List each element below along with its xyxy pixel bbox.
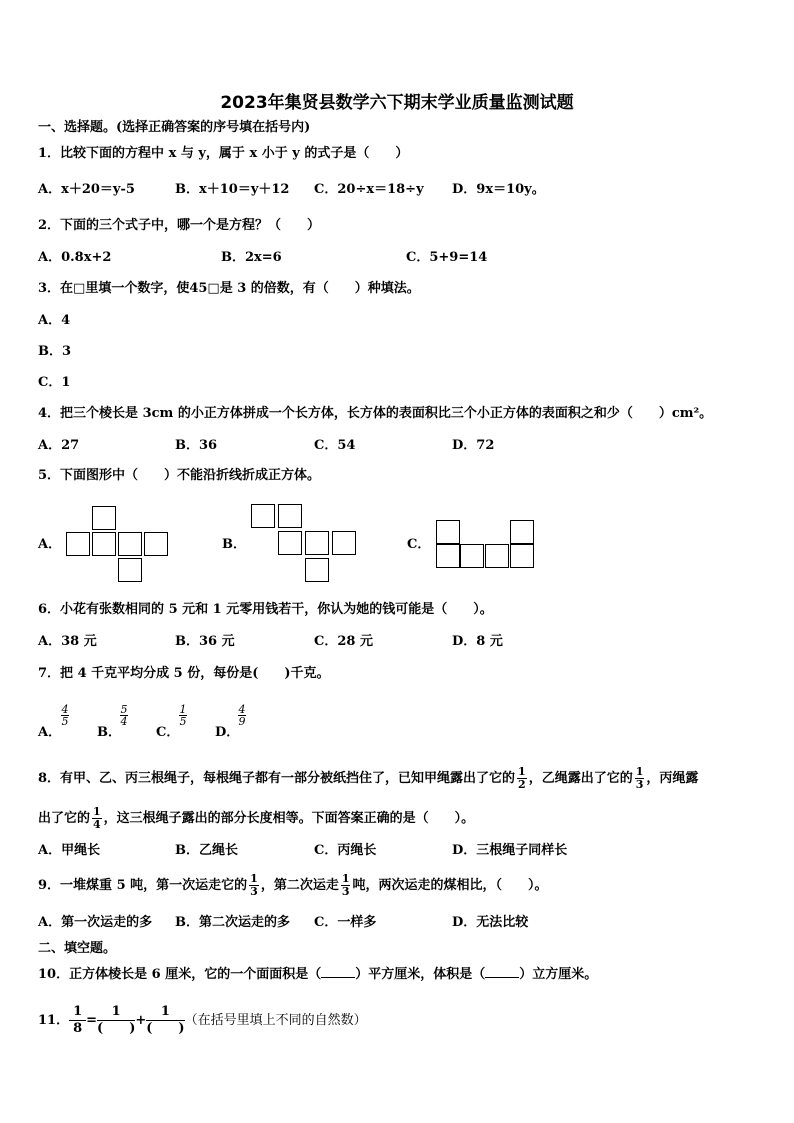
net-square [436,544,460,568]
q7-stem: 7．把 4 千克平均分成 5 份，每份是( )千克。 [38,666,330,681]
q2-option-b[interactable]: B．2x=6 [221,250,282,265]
q9-option-a[interactable]: A．第一次运走的多 [38,915,153,930]
net-square [510,544,534,568]
q10-stem: 10．正方体棱长是 6 厘米，它的一个面面积是（ ）平方厘米，体积是（ ）立方厘米。 [38,967,598,982]
q9-option-c[interactable]: C．一样多 [314,915,377,930]
q6-option-b[interactable]: B．36 元 [175,634,235,649]
q8-stem-line1: 8．有甲、乙、丙三根绳子，每根绳子都有一部分被纸挡住了，已知甲绳露出了它的 $\frac{1}{2}$ ，乙绳露出了它的 $\frac{1}{3}$ ，丙绳露 [38,765,699,791]
q4-option-c[interactable]: C．54 [314,438,356,453]
q2-stem: 2．下面的三个式子中，哪一个是方程？（ ） [38,218,321,233]
net-square [66,532,90,556]
fraction-one-third: $\frac{1}{3}$ [635,765,644,791]
q6-option-a[interactable]: A．38 元 [38,634,97,649]
net-square [92,506,116,530]
q4-option-d[interactable]: D．72 [452,438,495,453]
fraction-one-quarter: $\frac{1}{4}$ [93,805,101,831]
q1-option-b[interactable]: B．x＋10＝y＋12 [175,182,290,197]
q7-fraction-b: 5 4 [120,703,128,728]
net-square [460,544,484,568]
q5-option-c[interactable]: C． [407,537,431,552]
answer-blank[interactable] [321,977,355,978]
q6-option-d[interactable]: D．8 元 [452,634,503,649]
q7-option-d[interactable]: D． [215,725,240,740]
q5-option-b[interactable]: B． [222,537,246,552]
net-square [251,504,275,528]
net-square [278,504,302,528]
net-square [118,532,142,556]
q4-option-b[interactable]: B．36 [175,438,218,453]
q5-stem: 5．下面图形中（ ）不能沿折线折成正方体。 [38,468,321,483]
q1-stem: 1．比较下面的方程中 x 与 y，属于 x 小于 y 的式子是（ ） [38,146,409,161]
fraction-blank-denominator-1[interactable]: 1 ( ) [97,1004,136,1036]
q1-option-a[interactable]: A．x＋20＝y-5 [38,182,135,197]
q11-note: （在括号里填上不同的自然数） [184,1013,367,1028]
fraction-blank-denominator-2[interactable]: 1 ( ) [146,1004,185,1036]
fraction-one-third: $\frac{1}{3}$ [341,872,350,898]
net-square [118,558,142,582]
q4-stem: 4．把三个棱长是 3cm 的小正方体拼成一个长方体，长方体的表面积比三个小正方体的表面积之和少（ ）cm²。 [38,406,713,421]
net-square [332,531,356,555]
q7-fraction-d: 4 9 [238,703,246,728]
q6-stem: 6．小花有张数相同的 5 元和 1 元零用钱若干，你认为她的钱可能是（ ）。 [38,602,493,617]
net-square [278,531,302,555]
q7-fraction-c: 1 5 [179,703,187,728]
q8-option-b[interactable]: B．乙绳长 [175,843,238,858]
q8-option-d[interactable]: D．三根绳子同样长 [452,843,568,858]
section-fill-heading: 二、填空题。 [38,941,117,956]
q5-option-a[interactable]: A． [38,537,62,552]
q2-option-a[interactable]: A．0.8x+2 [38,250,112,265]
q6-option-c[interactable]: C．28 元 [314,634,373,649]
q3-stem: 3．在□里填一个数字，使45□是 3 的倍数，有（ ）种填法。 [38,281,420,296]
q9-option-b[interactable]: B．第二次运走的多 [175,915,290,930]
q4-option-a[interactable]: A．27 [38,438,80,453]
q7-option-c[interactable]: C． [156,725,180,740]
fraction-one-third: $\frac{1}{3}$ [250,872,258,898]
q7-option-a[interactable]: A． [38,725,62,740]
net-square [144,532,168,556]
q2-option-c[interactable]: C．5+9=14 [406,250,488,265]
q3-option-a[interactable]: A．4 [38,313,71,328]
net-square [305,531,329,555]
q8-stem-line2: 出了它的 $\frac{1}{4}$ ，这三根绳子露出的部分长度相等。下面答案正确的是（ ）。 [38,805,475,831]
net-square [485,544,509,568]
q9-stem: 9．一堆煤重 5 吨，第一次运走它的 $\frac{1}{3}$ ，第二次运走 $\frac{1}{3}$ 吨，两次运走的煤相比，（ ）。 [38,872,548,898]
q8-option-c[interactable]: C．丙绳长 [314,843,377,858]
q1-option-c[interactable]: C．20÷x＝18÷y [314,182,424,197]
net-square [92,532,116,556]
page-title: 2023年集贤县数学六下期末学业质量监测试题 [220,93,574,113]
q3-option-b[interactable]: B．3 [38,344,72,359]
answer-blank[interactable] [485,977,519,978]
net-square [305,558,329,582]
q8-option-a[interactable]: A．甲绳长 [38,843,101,858]
q9-option-d[interactable]: D．无法比较 [452,915,529,930]
fraction-one-half: $\frac{1}{2}$ [518,765,526,791]
q1-option-d[interactable]: D．9x＝10y。 [452,182,545,197]
q7-fraction-a: 4 5 [61,703,69,728]
net-square [436,520,460,544]
net-square [510,520,534,544]
q11-equation: 11． $\frac{1}{8}$ = 1 ( ) + 1 ( ) （在括号里填上不同的自然数） [38,1004,367,1036]
q3-option-c[interactable]: C．1 [38,375,71,390]
fraction-one-eighth: $\frac{1}{8}$ [69,1004,86,1037]
section-choice-heading: 一、选择题。(选择正确答案的序号填在括号内) [38,120,311,135]
q7-option-b[interactable]: B． [97,725,121,740]
